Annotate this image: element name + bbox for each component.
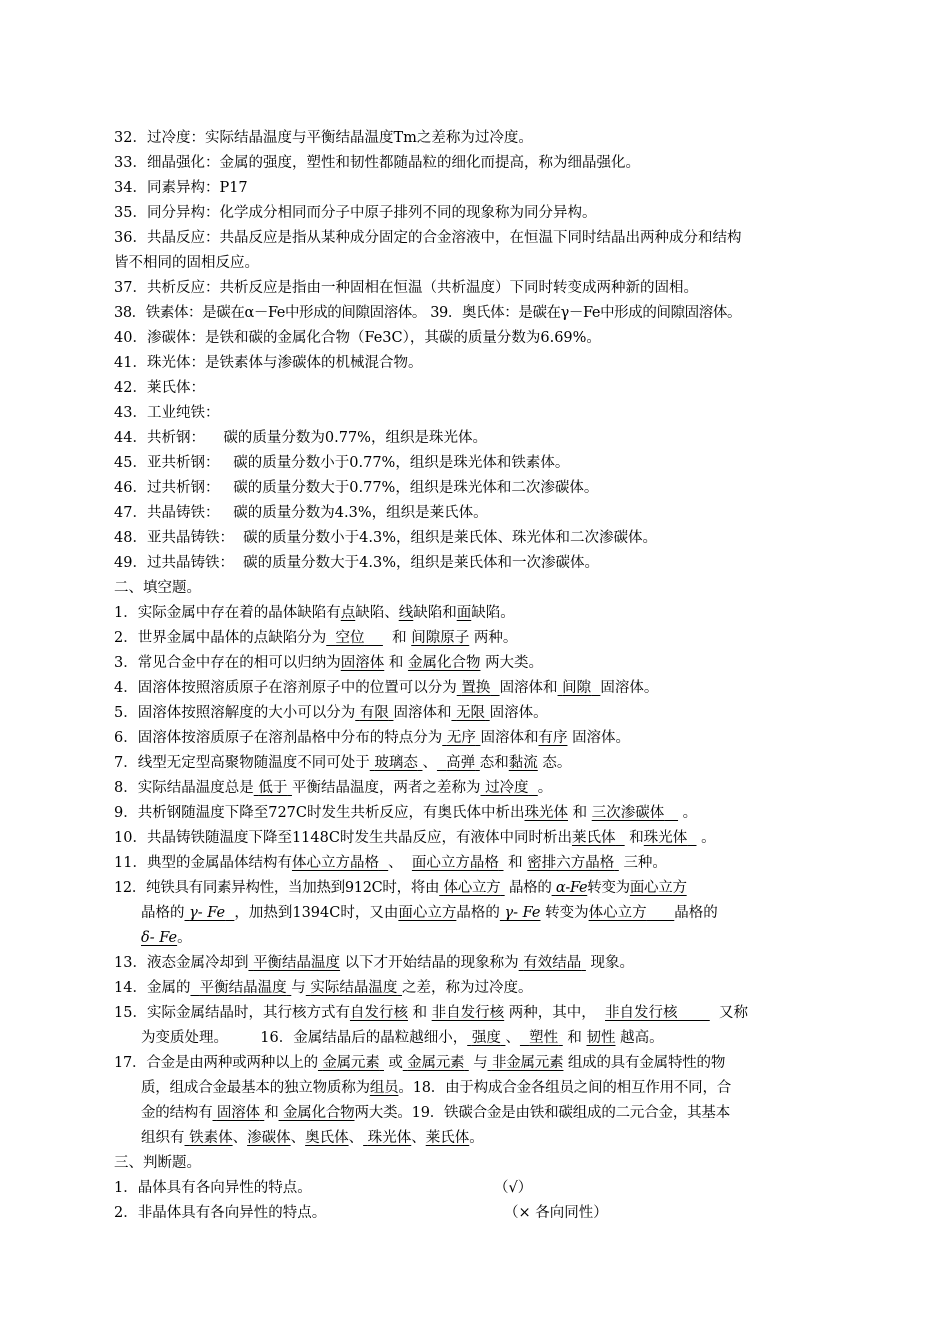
definition-36: 36．共晶反应：共晶反应是指从某种成分固定的合金溶液中，在恒温下同时结晶出两种成分和结构 <box>114 230 742 246</box>
fill-question-17: 17．合金是由两种或两种以上的 金属元素 或 金属元素 与 非金属元素 组成的具有金属特性的物 <box>114 1055 726 1071</box>
judge-answer-1: （√） <box>494 1180 533 1196</box>
fill-question-13: 13．液态金属冷却到 平衡结晶温度 以下才开始结晶的现象称为 有效结晶 现象。 <box>114 955 634 971</box>
definition-49: 49．过共晶铸铁： 碳的质量分数大于4.3%，组织是莱氏体和一次渗碳体。 <box>114 555 600 571</box>
definition-37: 37．共析反应：共析反应是指由一种固相在恒温（共析温度）下同时转变成两种新的固相。 <box>114 280 698 296</box>
fill-question-8: 8．实际结晶温度总是 低于 平衡结晶温度，两者之差称为 过冷度 。 <box>114 780 553 796</box>
definition-33: 33．细晶强化：金属的强度，塑性和韧性都随晶粒的细化而提高，称为细晶强化。 <box>114 155 640 171</box>
fill-question-7: 7．线型无定型高聚物随温度不同可处于 玻璃态 、 高弹 态和黏流 态。 <box>114 755 572 771</box>
fill-question-15-16-cont: 为变质处理。 16．金属结晶后的晶粒越细小， 强度 、 塑性 和 韧性 越高。 <box>141 1030 664 1046</box>
fill-question-5: 5．固溶体按照溶解度的大小可以分为 有限 固溶体和 无限 固溶体。 <box>114 705 548 721</box>
definition-45: 45．亚共析钢： 碳的质量分数小于0.77%，组织是珠光体和铁素体。 <box>114 455 570 471</box>
definition-41: 41．珠光体：是铁素体与渗碳体的机械混合物。 <box>114 355 423 371</box>
fill-question-12-cont: 晶格的 γ- Fe ，加热到1394C时，又由面心立方晶格的 γ- Fe 转变为体心立方 晶格的 <box>141 905 718 921</box>
definition-35: 35．同分异构：化学成分相同而分子中原子排列不同的现象称为同分异构。 <box>114 205 597 221</box>
section-fill-in-title: 二、填空题。 <box>114 580 201 596</box>
judge-question-1: 1．晶体具有各向异性的特点。 （√） <box>114 1176 844 1201</box>
definitions-list <box>114 126 844 576</box>
fill-question-1: 1．实际金属中存在着的晶体缺陷有点缺陷、线缺陷和面缺陷。 <box>114 605 515 621</box>
fill-question-11: 11．典型的金属晶体结构有体心立方晶格 、 面心立方晶格 和 密排六方晶格 三种。 <box>114 855 667 871</box>
definition-36-cont: 皆不相同的固相反应。 <box>114 255 259 271</box>
definition-43: 43．工业纯铁： <box>114 405 220 421</box>
document-body <box>114 126 844 1226</box>
definition-46: 46．过共析钢： 碳的质量分数大于0.77%，组织是珠光体和二次渗碳体。 <box>114 480 599 496</box>
definition-42: 42．莱氏体： <box>114 380 205 396</box>
fill-question-12: 12．纯铁具有同素异构性，当加热到912C时，将由 体心立方 晶格的 α-Fe转变为面心立方 <box>114 880 687 896</box>
fill-question-4: 4．固溶体按照溶质原子在溶剂原子中的位置可以分为 置换 固溶体和 间隙 固溶体。 <box>114 680 659 696</box>
fill-question-17-cont-1: 质，组成合金最基本的独立物质称为组员。18．由于构成合金各组员之间的相互作用不同，合 <box>141 1080 732 1096</box>
section-judgement-title: 三、判断题。 <box>114 1155 201 1171</box>
fill-question-14: 14．金属的 平衡结晶温度 与 实际结晶温度 之差，称为过冷度。 <box>114 980 533 996</box>
fill-question-17-cont-2: 金的结构有 固溶体 和 金属化合物两大类。19．铁碳合金是由铁和碳组成的二元合金，其基本 <box>141 1105 731 1121</box>
judge-question-2: 2．非晶体具有各向异性的特点。 （× 各向同性） <box>114 1201 844 1226</box>
fill-question-10: 10．共晶铸铁随温度下降至1148C时发生共晶反应，有液体中同时析出莱氏体 和珠光体 。 <box>114 830 716 846</box>
fill-question-9: 9．共析钢随温度下降至727C时发生共析反应，有奥氏体中析出珠光体 和 三次渗碳体 。 <box>114 805 698 821</box>
definition-32: 32．过冷度：实际结晶温度与平衡结晶温度Tm之差称为过冷度。 <box>114 130 533 146</box>
definition-34: 34．同素异构：P17 <box>114 180 248 196</box>
fill-question-12-end: δ- Fe。 <box>141 930 192 946</box>
definition-44: 44．共析钢： 碳的质量分数为0.77%，组织是珠光体。 <box>114 430 487 446</box>
definition-48: 48．亚共晶铸铁： 碳的质量分数小于4.3%，组织是莱氏体、珠光体和二次渗碳体。 <box>114 530 658 546</box>
fill-question-3: 3．常见合金中存在的相可以归纳为固溶体 和 金属化合物 两大类。 <box>114 655 544 671</box>
definition-38-39: 38．铁素体：是碳在α－Fe中形成的间隙固溶体。 39．奥氏体：是碳在γ－Fe中形成的间隙固溶体。 <box>114 305 742 321</box>
judge-answer-2: （× 各向同性） <box>504 1205 608 1221</box>
definition-47: 47．共晶铸铁： 碳的质量分数为4.3%，组织是莱氏体。 <box>114 505 488 521</box>
fill-question-15: 15．实际金属结晶时，其行核方式有自发行核 和 非自发行核 两种，其中， 非自发行核 又称 <box>114 1005 748 1021</box>
fill-question-17-cont-3: 组织有 铁素体、渗碳体、奥氏体、 珠光体、莱氏体。 <box>141 1130 484 1146</box>
definition-40: 40．渗碳体：是铁和碳的金属化合物（Fe3C），其碳的质量分数为6.69%。 <box>114 330 601 346</box>
fill-question-6: 6．固溶体按溶质原子在溶剂晶格中分布的特点分为 无序 固溶体和有序 固溶体。 <box>114 730 631 746</box>
fill-question-2: 2．世界金属中晶体的点缺陷分为 空位 和 间隙原子 两种。 <box>114 630 518 646</box>
